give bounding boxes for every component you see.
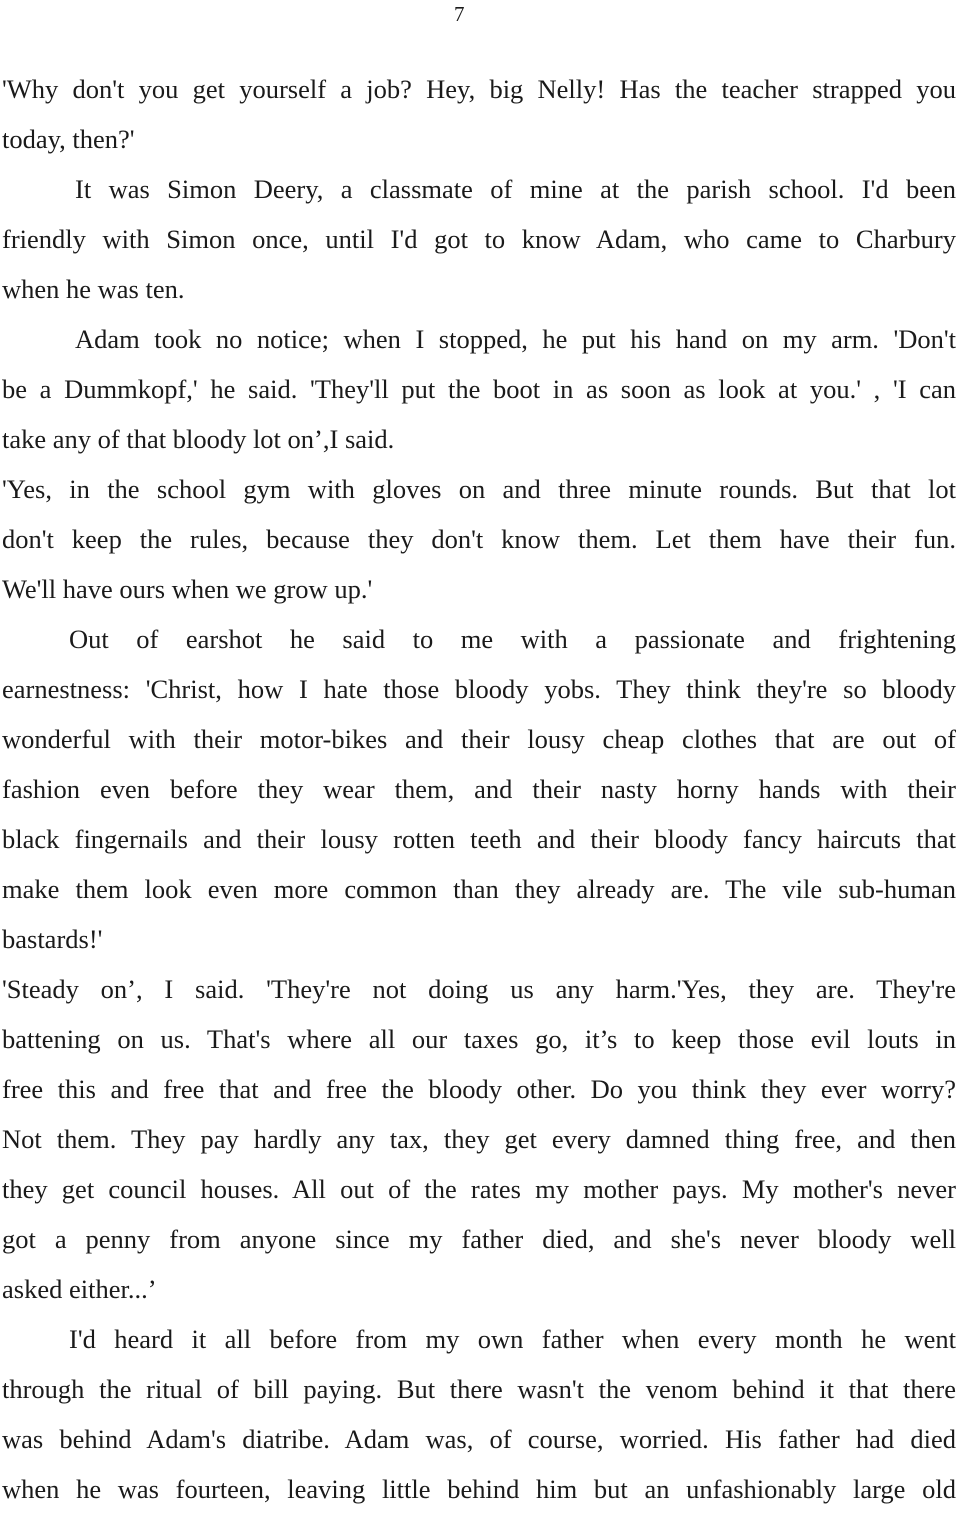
- text-line: Adam took no notice; when I stopped, he put his hand on my arm. 'Don't: [75, 324, 956, 354]
- text-line: I'd heard it all before from my own father when every month he went: [69, 1324, 956, 1354]
- text-line: through the ritual of bill paying. But there wasn't the venom behind it that there: [2, 1374, 956, 1404]
- page-number: 7: [454, 2, 465, 26]
- text-line: be a Dummkopf,' he said. 'They'll put the boot in as soon as look at you.' , 'I can: [2, 374, 956, 404]
- text-line: when he was ten.: [2, 274, 185, 304]
- text-line: 'Steady on’, I said. 'They're not doing us any harm.'Yes, they are. They're: [2, 974, 956, 1004]
- text-line: friendly with Simon once, until I'd got to know Adam, who came to Charbury: [2, 224, 956, 254]
- text-line: don't keep the rules, because they don't know them. Let them have their fun.: [2, 524, 956, 554]
- text-line: fashion even before they wear them, and their nasty horny hands with their: [2, 774, 956, 804]
- text-line: We'll have ours when we grow up.': [2, 574, 373, 604]
- text-line: battening on us. That's where all our taxes go, it’s to keep those evil louts in: [2, 1024, 956, 1054]
- text-line: earnestness: 'Christ, how I hate those bloody yobs. They think they're so bloody: [2, 674, 956, 704]
- text-line: bastards!': [2, 924, 103, 954]
- document-body: [2, 64, 956, 1514]
- text-line: 'Yes, in the school gym with gloves on and three minute rounds. But that lot: [2, 474, 956, 504]
- text-line: Not them. They pay hardly any tax, they get every damned thing free, and then: [2, 1124, 956, 1154]
- text-line: black fingernails and their lousy rotten teeth and their bloody fancy haircuts that: [2, 824, 956, 854]
- text-line: make them look even more common than they already are. The vile sub-human: [2, 874, 956, 904]
- text-line: Out of earshot he said to me with a passionate and frightening: [69, 624, 956, 654]
- text-line: free this and free that and free the bloody other. Do you think they ever worry?: [2, 1074, 956, 1104]
- text-line: asked either...’: [2, 1274, 157, 1304]
- text-line: was behind Adam's diatribe. Adam was, of course, worried. His father had died: [2, 1424, 956, 1454]
- text-line: take any of that bloody lot on’,I said.: [2, 424, 395, 454]
- text-line: It was Simon Deery, a classmate of mine at the parish school. I'd been: [75, 174, 956, 204]
- text-line: they get council houses. All out of the rates my mother pays. My mother's never: [2, 1174, 956, 1204]
- text-line: wonderful with their motor-bikes and their lousy cheap clothes that are out of: [2, 724, 956, 754]
- text-line: got a penny from anyone since my father died, and she's never bloody well: [2, 1224, 956, 1254]
- text-line: 'Why don't you get yourself a job? Hey, big Nelly! Has the teacher strapped you: [2, 74, 956, 104]
- text-line: when he was fourteen, leaving little behind him but an unfashionably large old: [2, 1474, 956, 1504]
- text-line: today, then?': [2, 124, 135, 154]
